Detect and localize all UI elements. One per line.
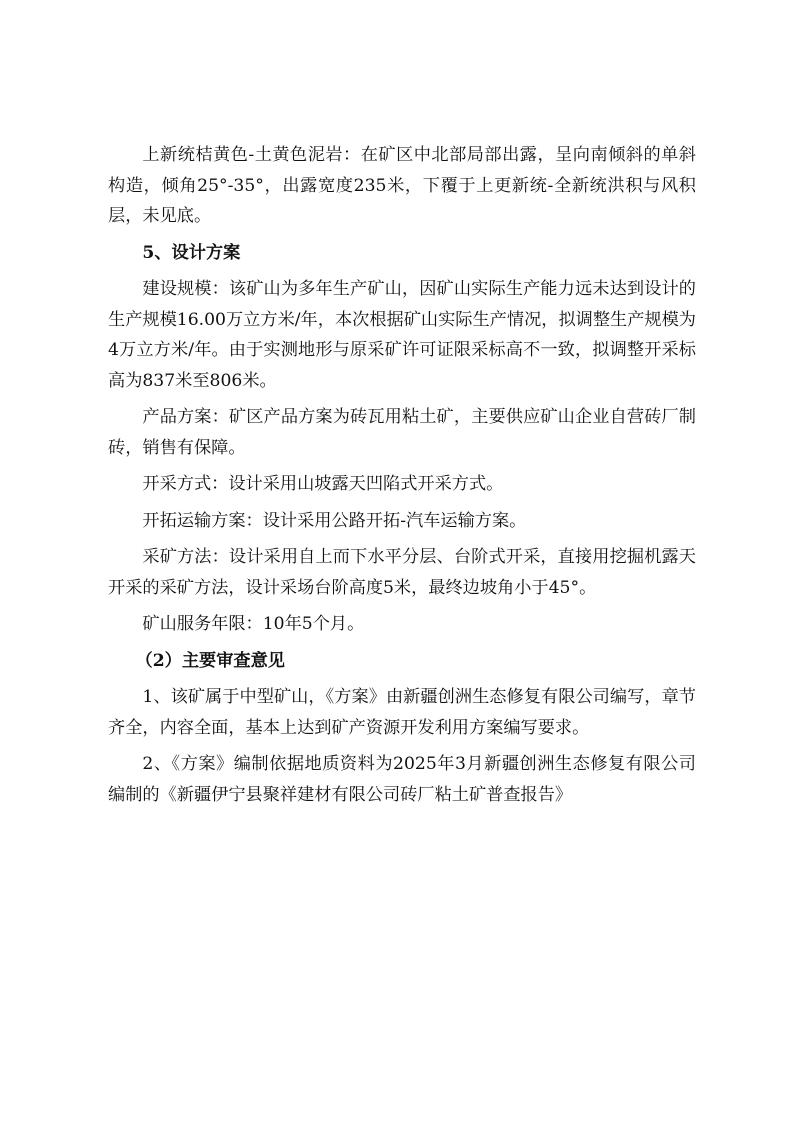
paragraph-mining-method: 采矿方法：设计采用自上而下水平分层、台阶式开采，直接用挖掘机露天开采的采矿方法，设计采场台阶高度5米，最终边坡角小于45°。 [108, 547, 696, 598]
paragraph-mining-mode: 开采方式：设计采用山坡露天凹陷式开采方式。 [142, 474, 504, 494]
paragraph-transport-plan: 开拓运输方案：设计采用公路开拓-汽车运输方案。 [142, 510, 527, 531]
paragraph-geology-mudstone: 上新统桔黄色-土黄色泥岩：在矿区中北部局部出露，呈向南倾斜的单斜构造，倾角25°-35°，出露宽度235米，下覆于上更新统-全新统洪积与风积层，未见底。 [108, 145, 696, 226]
paragraph-construction-scale: 建设规模：该矿山为多年生产矿山，因矿山实际生产能力远未达到设计的生产规模16.00万立方米/年，本次根据矿山实际生产情况，拟调整生产规模为4万立方米/年。由于实测地形与原采矿许可证限采标高不一致，拟调整开采标高为837米至806米。 [108, 279, 696, 391]
section-heading-review-opinions: （2）主要审查意见 [135, 650, 285, 671]
paragraph-product-plan: 产品方案：矿区产品方案为砖瓦用粘土矿，主要供应矿山企业自营砖厂制砖，销售有保障。 [108, 407, 696, 458]
paragraph-opinion-1: 1、该矿属于中型矿山，《方案》由新疆创洲生态修复有限公司编写，章节齐全，内容全面，基本上达到矿产资源开发利用方案编写要求。 [108, 687, 696, 738]
section-heading-design-plan: 5、设计方案 [142, 242, 241, 263]
document-body [108, 140, 696, 816]
paragraph-service-life: 矿山服务年限：10年5个月。 [142, 614, 365, 634]
paragraph-opinion-2: 2、《方案》编制依据地质资料为2025年3月新疆创洲生态修复有限公司编制的《新疆伊宁县聚祥建材有限公司砖厂粘土矿普查报告》 [108, 754, 696, 805]
